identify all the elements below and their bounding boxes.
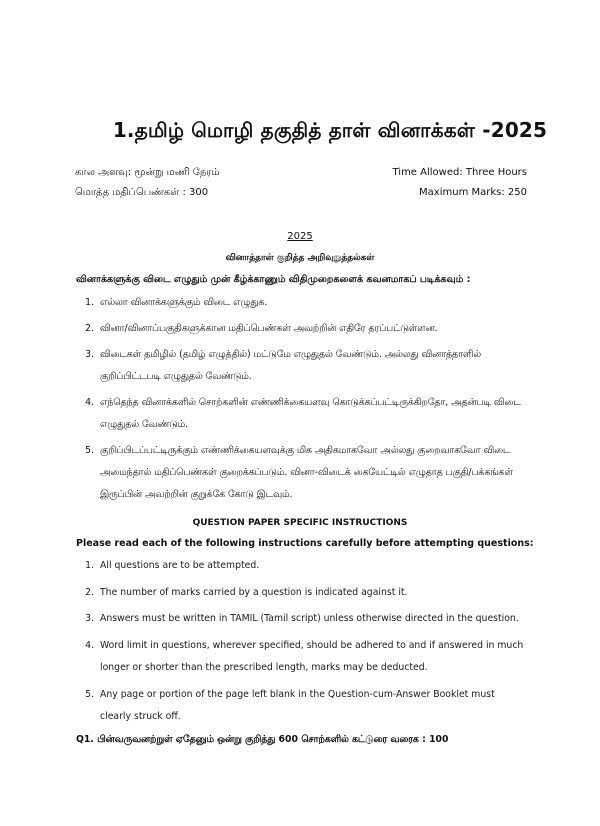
instruction-number: 5. xyxy=(85,445,94,456)
instruction-item xyxy=(76,392,526,436)
question-1: Q1. பின்வருவனற்றுள் ஏதேனும் ஒன்று குறித்து 600 சொற்களில் கட்டுரை வரைக : 100 xyxy=(76,734,449,745)
instruction-text: குறிப்பிடப்பட்டிருக்கும் எண்ணிக்கையளவுக்கு மிக அதிகமாகவோ அல்லது குறைவாகவோ விடை அமைந்தால் மதிப்பெண்கள் குறைக்கப்படும். வினா-விடைக் கையேட்டில் எழுதாத பகுதி/பக்கங்கள் இருப்பின் அவற்றின் குறுக்கே கோடு இடவும். xyxy=(100,445,513,500)
instruction-item xyxy=(76,582,526,605)
instruction-item xyxy=(76,318,526,340)
instruction-number: 3. xyxy=(85,349,94,360)
instruction-text: விடைகள் தமிழில் (தமிழ் எழுத்தில்) மட்டுமே எழுதுதல் வேண்டும். அல்லது வினாத்தாளில் குறிப்பிட்டபடி எழுதுதல் வேண்டும். xyxy=(100,349,481,382)
instructions-heading-en: QUESTION PAPER SPECIFIC INSTRUCTIONS xyxy=(192,518,408,528)
instructions-intro-en: Please read each of the following instructions carefully before attempting questions: xyxy=(76,538,534,549)
instructions-list-en xyxy=(76,555,526,733)
instruction-number: 4. xyxy=(85,639,94,651)
instruction-item xyxy=(76,440,526,506)
instruction-number: 3. xyxy=(85,613,94,624)
duration-ta: கால அளவு: மூன்று மணி நேரம் xyxy=(75,167,220,178)
instruction-number: 5. xyxy=(85,688,94,700)
instructions-heading-ta: வினாத்தாள் குறித்த அறிவுறுத்தல்கள் xyxy=(225,253,375,263)
total-marks-ta: மொத்த மதிப்பெண்கள் : 300 xyxy=(75,187,209,198)
instruction-number: 4. xyxy=(85,397,94,408)
year-heading: 2025 xyxy=(287,231,313,242)
instruction-text: All questions are to be attempted. xyxy=(100,560,260,571)
instruction-item xyxy=(76,684,526,729)
instruction-number: 2. xyxy=(85,323,94,334)
instruction-text: The number of marks carried by a question is indicated against it. xyxy=(100,586,408,598)
meta-row-time xyxy=(75,167,527,179)
instruction-number: 1. xyxy=(85,560,94,571)
instruction-text: Any page or portion of the page left blank in the Question-cum-Answer Booklet must clearly struck off. xyxy=(100,688,495,722)
instruction-item xyxy=(76,292,526,314)
max-marks-en: Maximum Marks: 250 xyxy=(419,187,527,198)
instruction-item xyxy=(76,555,526,578)
time-allowed-en: Time Allowed: Three Hours xyxy=(392,167,527,178)
meta-row-marks xyxy=(75,187,527,199)
instruction-text: Word limit in questions, wherever specified, should be adhered to and if answered in much longer or shorter than the prescribed length, marks may be deducted. xyxy=(100,639,524,673)
page-title: 1.தமிழ் மொழி தகுதித் தாள் வினாக்கள் -2025 xyxy=(112,118,548,142)
instruction-text: Answers must be written in TAMIL (Tamil script) unless otherwise directed in the question. xyxy=(100,613,519,624)
instruction-item xyxy=(76,608,526,631)
instruction-text: எந்தெந்த வினாக்களில் சொற்களின் எண்ணிக்கையளவு கொடுக்கப்பட்டிருக்கிறதோ, அதன்படி விடை எழுதுதல் வேண்டும். xyxy=(100,397,521,430)
instruction-text: வினா/வினாப்பகுதிகளுக்கான மதிப்பெண்கள் அவற்றின் எதிரே தரப்பட்டுள்ளன. xyxy=(100,323,438,334)
instruction-item xyxy=(76,635,526,680)
instruction-number: 1. xyxy=(85,297,94,308)
instruction-number: 2. xyxy=(85,586,94,598)
instruction-item xyxy=(76,344,526,388)
instructions-intro-ta: வினாக்களுக்கு விடை எழுதும் முன் கீழ்க்காணும் விதிமுறைகளைக் கவனமாகப் படிக்கவும் : xyxy=(76,274,471,285)
instructions-list-ta xyxy=(76,292,526,510)
instruction-text: எல்லா வினாக்களுக்கும் விடை எழுதுக. xyxy=(100,297,268,308)
